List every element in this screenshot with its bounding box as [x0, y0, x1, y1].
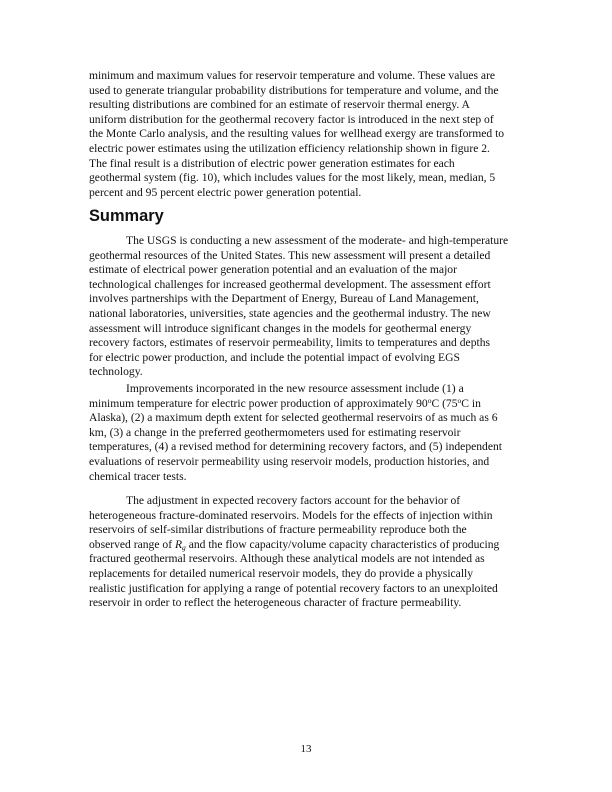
page-number: 13 — [300, 743, 312, 755]
text-line: geothermal system (fig. 10), which includes values for the most likely, mean, median, 5 — [89, 171, 496, 185]
text-line: reservoir in order to reflect the heterogeneous character of fracture permeability. — [89, 596, 462, 610]
intro-paragraph — [89, 69, 525, 200]
text-line: The USGS is conducting a new assessment of the moderate- and high-temperature — [126, 234, 509, 247]
paragraph — [89, 234, 525, 380]
text-line: evaluations of reservoir permeability using reservoir models, production histories, and — [89, 454, 490, 468]
degree-superscript: o — [457, 395, 462, 405]
text-segment: C (75 — [431, 396, 458, 410]
degree-superscript: o — [427, 395, 432, 405]
text-line: technological challenges for increased geothermal development. The assessment effort — [89, 277, 491, 291]
text-line: minimum and maximum values for reservoir temperature and volume. These values are — [89, 69, 496, 82]
text-segment: observed range of — [89, 537, 175, 551]
text-line: The final result is a distribution of electric power generation estimates for each — [89, 156, 455, 170]
text-line: geothermal resources of the United States. This new assessment will present a detailed — [89, 248, 491, 262]
text-line: percent and 95 percent electric power generation potential. — [89, 185, 362, 199]
text-segment: minimum temperature for electric power production of approximately 90 — [89, 396, 428, 410]
paragraph — [89, 69, 525, 200]
text-line: fractured geothermal reservoirs. Although these analytical models are not intended as — [89, 552, 485, 566]
text-line — [89, 538, 525, 553]
text-segment: C in — [461, 396, 481, 410]
summary-paragraph-2 — [89, 382, 525, 484]
text-line: assessment will introduce significant changes in the models for geothermal energy — [89, 321, 472, 335]
paragraph — [89, 494, 525, 611]
text-line: The adjustment in expected recovery factors account for the behavior of — [126, 494, 461, 507]
text-line: technology. — [89, 365, 143, 379]
text-line: chemical tracer tests. — [89, 469, 187, 483]
text-line: used to generate triangular probability distributions for temperature and volume, and the — [89, 83, 499, 97]
text-line: recovery factors, estimates of reservoir permeability, limits to temperatures and depths — [89, 336, 491, 350]
summary-paragraph-1 — [89, 234, 525, 380]
text-line — [89, 397, 525, 412]
text-segment: and the flow capacity/volume capacity characteristics of producing — [185, 537, 500, 551]
summary-paragraph-3 — [89, 494, 525, 611]
text-line: reservoirs of self-similar distributions of fracture permeability reproduce both the — [89, 523, 467, 537]
text-line: resulting distributions are combined for an estimate of reservoir thermal energy. A — [89, 98, 470, 112]
text-line: for electric power production, and include the potential impact of evolving EGS — [89, 350, 460, 364]
text-line: the Monte Carlo analysis, and the resulting values for wellhead exergy are transformed to — [89, 127, 505, 141]
text-line: replacements for detailed numerical reservoir models, they do provide a physically — [89, 566, 474, 580]
text-line: temperatures, (4) a revised method for determining recovery factors, and (5) independent — [89, 440, 503, 454]
text-line: Alaska), (2) a maximum depth extent for selected geothermal reservoirs of as much as 6 — [89, 411, 498, 425]
subscript-letter: g — [182, 542, 186, 552]
section-heading-summary: Summary — [89, 207, 164, 225]
recovery-factor-symbol: R — [174, 537, 183, 551]
text-line: uniform distribution for the geothermal recovery factor is introduced in the next step of — [89, 112, 494, 126]
text-line: realistic justification for applying a range of potential recovery factors to an unexploited — [89, 581, 498, 595]
text-line: national laboratories, universities, state agencies and the geothermal industry. The new — [89, 306, 491, 320]
text-line: electric power estimates using the utilization efficiency relationship shown in figure 2. — [89, 141, 490, 155]
text-line: Improvements incorporated in the new resource assessment include (1) a — [126, 382, 464, 395]
paragraph — [89, 382, 525, 484]
text-line: estimate of electrical power generation potential and an evaluation of the major — [89, 263, 457, 277]
text-line: km, (3) a change in the preferred geothermometers used for estimating reservoir — [89, 425, 461, 439]
text-line: involves partnerships with the Department of Energy, Bureau of Land Management, — [89, 292, 479, 306]
text-line: heterogeneous fracture-dominated reservoirs. Models for the effects of injection within — [89, 508, 493, 522]
